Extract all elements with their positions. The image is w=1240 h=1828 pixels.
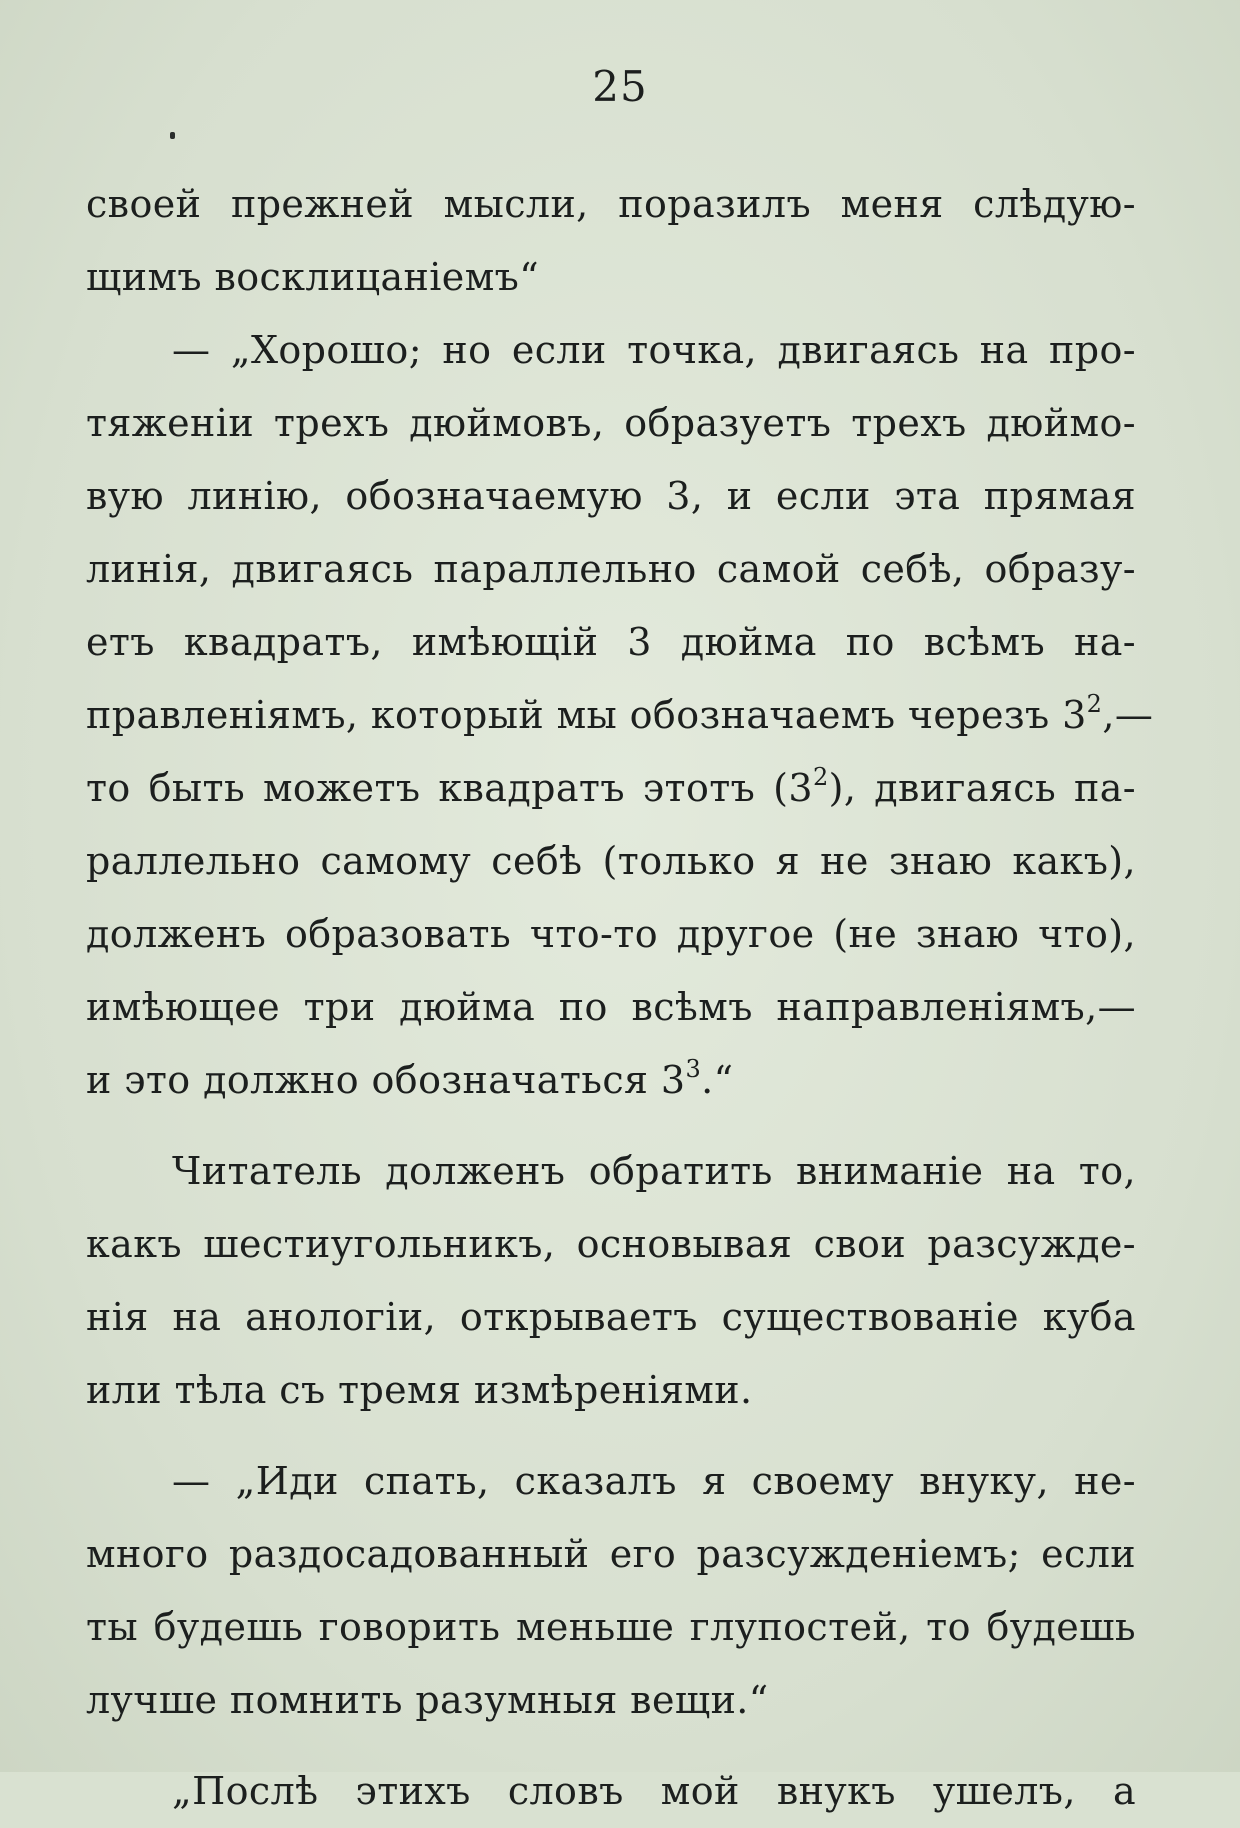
text-line: лучше помнить разумныя вещи.“ bbox=[86, 1678, 769, 1722]
text-line: ты будешь говорить меньше глупостей, то будешь bbox=[86, 1605, 1136, 1649]
text-line: — „Иди спать, сказалъ я своему внуку, не- bbox=[172, 1459, 1136, 1503]
text-segment: правленіямъ, который мы обозначаемъ черезъ 3 bbox=[86, 693, 1087, 737]
text-line: Читатель долженъ обратить вниманіе на то, bbox=[172, 1149, 1136, 1193]
text-segment: .“ bbox=[701, 1058, 734, 1102]
text-line: етъ квадратъ, имѣющій 3 дюйма по всѣмъ на- bbox=[86, 620, 1136, 664]
text-line: раллельно самому себѣ (только я не знаю какъ), bbox=[86, 839, 1136, 883]
text-line bbox=[86, 679, 1154, 752]
text-line: линія, двигаясь параллельно самой себѣ, образу- bbox=[86, 547, 1136, 591]
text-line: долженъ образовать что-то другое (не знаю что), bbox=[86, 912, 1136, 956]
text-line: вую линію, обозначаемую 3, и если эта прямая bbox=[86, 474, 1136, 518]
text-line: — „Хорошо; но если точка, двигаясь на про- bbox=[172, 328, 1136, 372]
text-line bbox=[86, 752, 1136, 825]
text-line: имѣющее три дюйма по всѣмъ направленіямъ,— bbox=[86, 985, 1136, 1029]
text-segment: то быть можетъ квадратъ этотъ (3 bbox=[86, 766, 813, 810]
page-number: 25 bbox=[592, 62, 648, 111]
exponent: 2 bbox=[812, 763, 829, 792]
exponent: 3 bbox=[685, 1055, 702, 1084]
text-line: или тѣла съ тремя измѣреніями. bbox=[86, 1368, 753, 1412]
text-segment: и это должно обозначаться 3 bbox=[86, 1058, 686, 1102]
text-line: много раздосадованный его разсужденіемъ; если bbox=[86, 1532, 1136, 1576]
text-line bbox=[86, 1044, 1136, 1117]
text-line: тяженіи трехъ дюймовъ, образуетъ трехъ дюймо- bbox=[86, 401, 1136, 445]
text-line: своей прежней мысли, поразилъ меня слѣдую- bbox=[86, 182, 1136, 226]
text-segment: ), двигаясь па- bbox=[828, 766, 1136, 810]
text-line: „Послѣ этихъ словъ мой внукъ ушелъ, а bbox=[172, 1769, 1136, 1813]
text-line: щимъ восклицаніемъ“ bbox=[86, 255, 540, 299]
ink-speck bbox=[170, 132, 175, 139]
text-line: нія на анологіи, открываетъ существованіе куба bbox=[86, 1295, 1136, 1339]
body-text bbox=[86, 168, 1154, 1828]
exponent: 2 bbox=[1086, 690, 1103, 719]
text-line: какъ шестиугольникъ, основывая свои разсужде- bbox=[86, 1222, 1136, 1266]
text-segment: ,— bbox=[1102, 693, 1154, 737]
